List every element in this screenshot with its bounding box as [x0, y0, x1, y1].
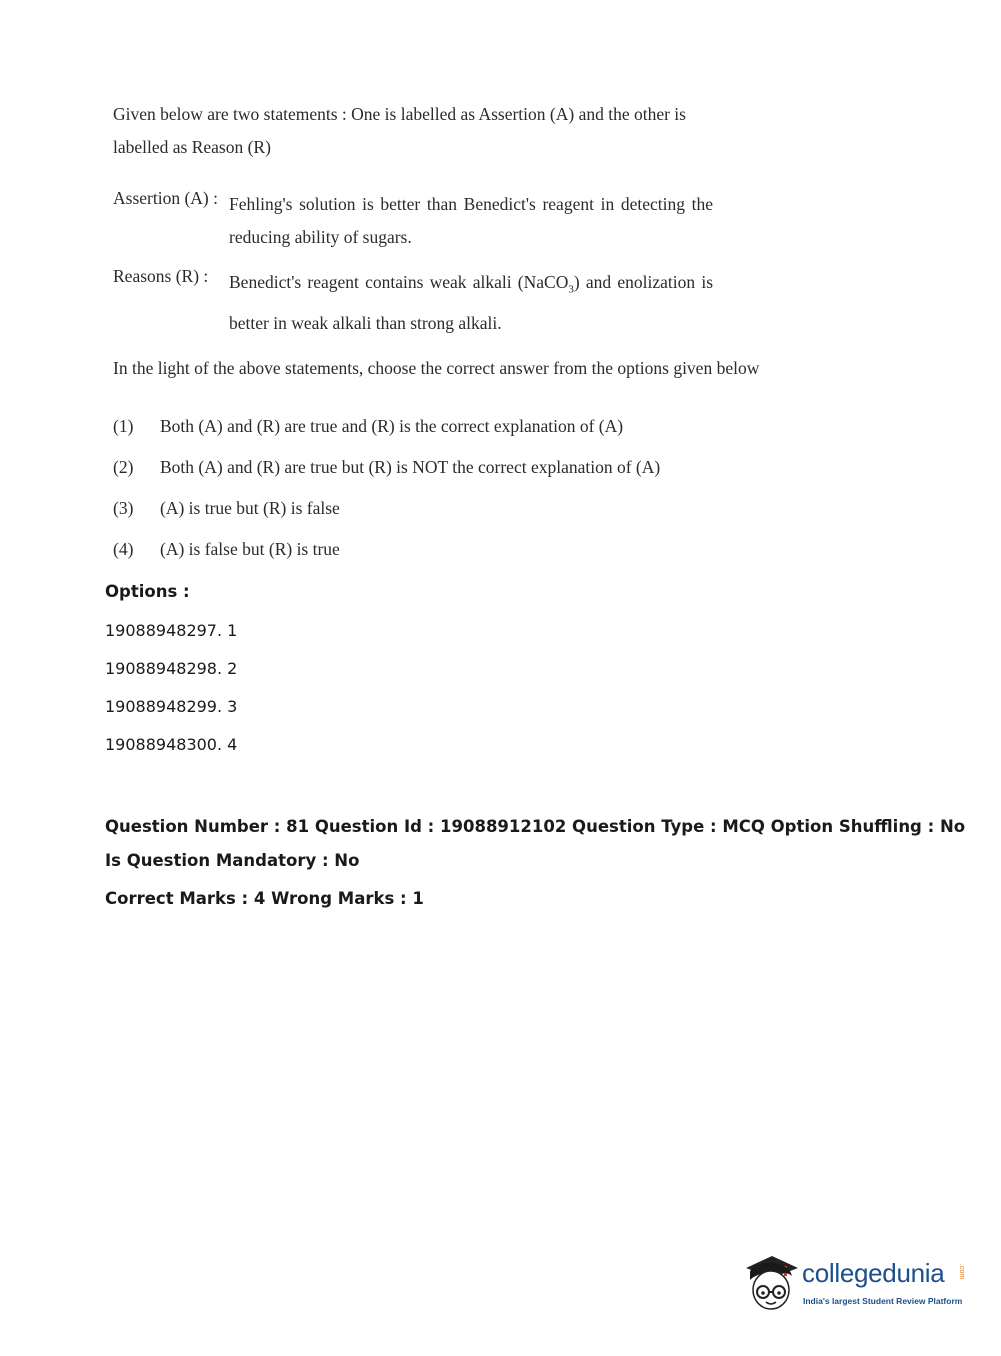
choice-number: (4) [113, 539, 134, 559]
question-ask: In the light of the above statements, choose the correct answer from the options given below [113, 358, 760, 378]
choice-text: (A) is false but (R) is true [160, 539, 340, 559]
option-item: 19088948297. 1 [105, 621, 238, 640]
student-mascot-icon [742, 1250, 802, 1320]
choice-text: (A) is true but (R) is false [160, 498, 340, 518]
collegedunia-logo[interactable] [742, 1250, 972, 1320]
reason-label: Reasons (R) : [113, 266, 209, 286]
choice-number: (2) [113, 457, 134, 477]
reason-text-before: Benedict's reagent contains weak alkali (NaCO [229, 272, 569, 292]
options-title: Options : [105, 582, 190, 601]
assertion-label: Assertion (A) : [113, 188, 218, 208]
question-meta-line-1: Question Number : 81 Question Id : 19088912102 Question Type : MCQ Option Shuffling : No [105, 817, 966, 836]
option-item: 19088948299. 3 [105, 697, 238, 716]
logo-brand-name: collegedunia [802, 1258, 945, 1288]
reason-subscript: 3 [568, 283, 574, 296]
question-intro: Given below are two statements : One is labelled as Assertion (A) and the other is labelled as Reason (R) [113, 104, 686, 157]
option-item: 19088948300. 4 [105, 735, 238, 754]
choice-number: (3) [113, 498, 134, 518]
question-meta-line-2: Is Question Mandatory : No [105, 851, 360, 870]
choice-text: Both (A) and (R) are true but (R) is NOT the correct explanation of (A) [160, 457, 661, 477]
logo-tagline: India's largest Student Review Platform [803, 1296, 963, 1306]
logo-dotcom: .com [958, 1264, 965, 1280]
question-meta-line-3: Correct Marks : 4 Wrong Marks : 1 [105, 889, 424, 908]
assertion-text: Fehling's solution is better than Benedict's reagent in detecting the reducing ability of sugars. [229, 194, 713, 247]
reason-text [229, 266, 713, 340]
choice-text: Both (A) and (R) are true and (R) is the correct explanation of (A) [160, 416, 624, 436]
option-item: 19088948298. 2 [105, 659, 238, 678]
reason-text-after: ) and enolization is better in weak alkali than strong alkali. [229, 272, 713, 333]
choice-number: (1) [113, 416, 134, 436]
